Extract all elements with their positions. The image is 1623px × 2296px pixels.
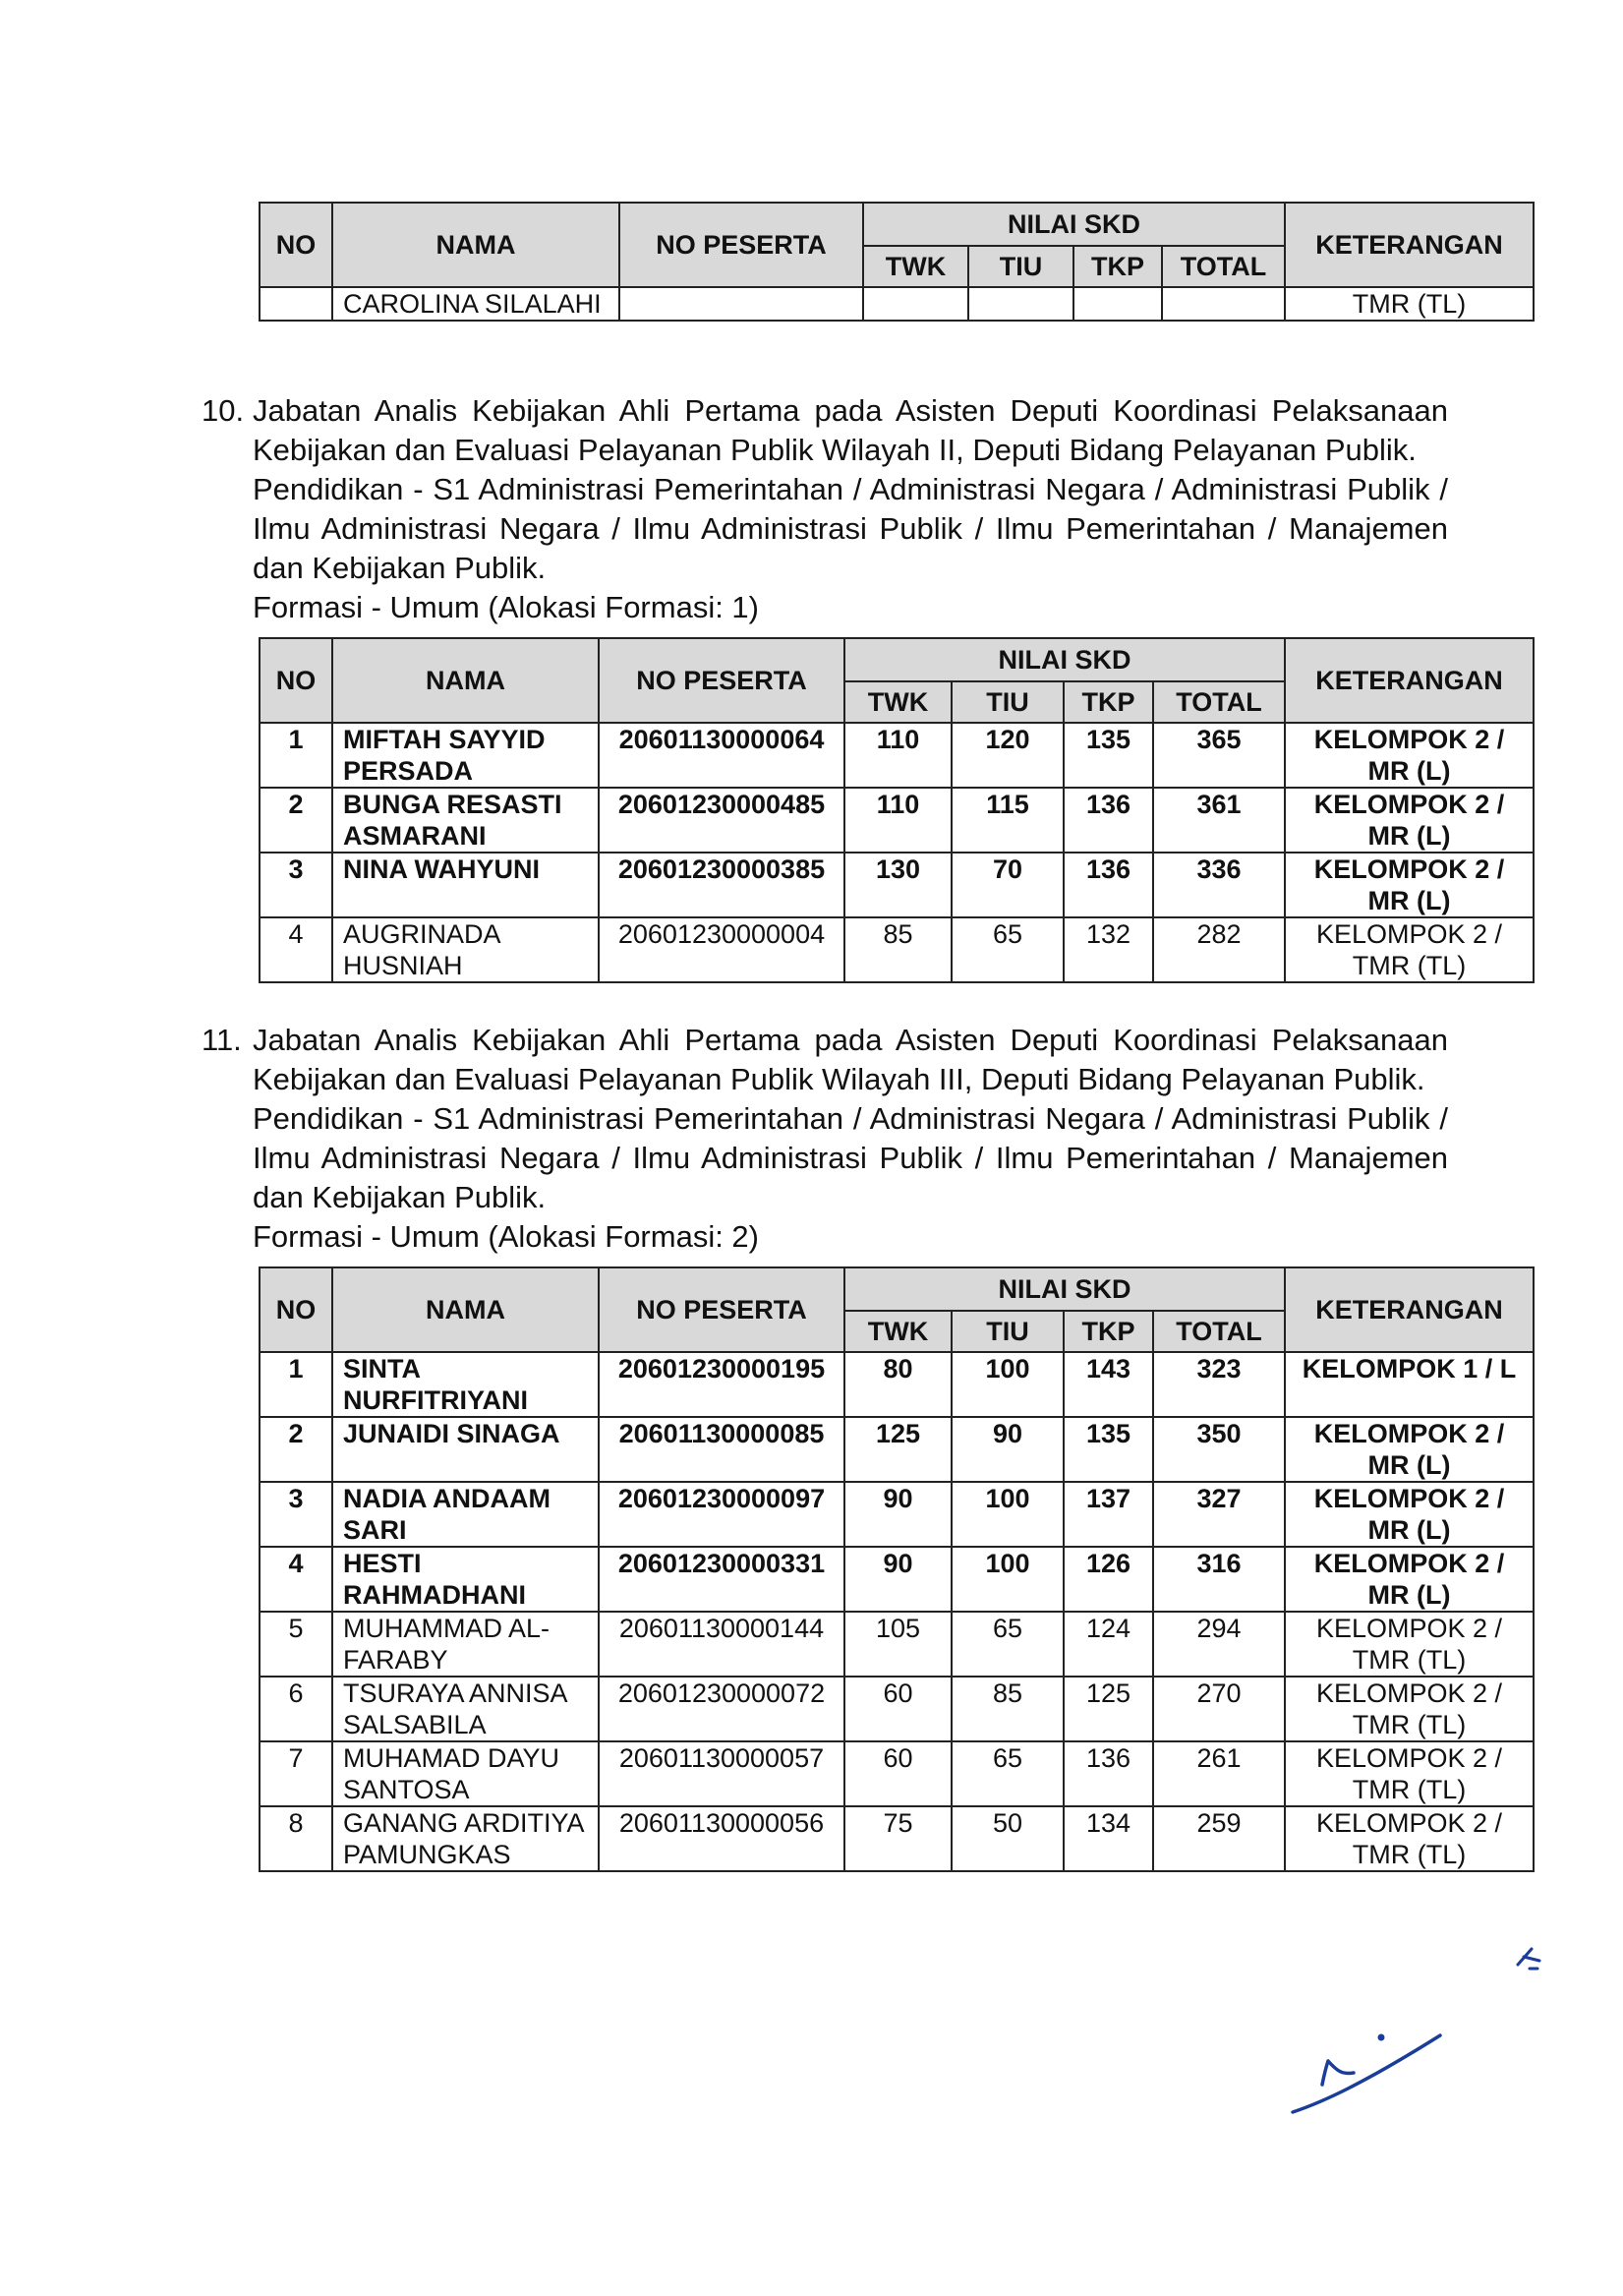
cell-keterangan: KELOMPOK 2 / TMR (TL)	[1285, 1677, 1534, 1741]
cell-tkp: 134	[1064, 1806, 1153, 1871]
cell-keterangan: KELOMPOK 2 / MR (L)	[1285, 1417, 1534, 1482]
cell-peserta: 20601130000085	[599, 1417, 844, 1482]
header-twk: TWK	[863, 246, 968, 287]
pendidikan-text: Pendidikan - S1 Administrasi Pemerintahan / Administrasi Negara / Administrasi Publik / Ilmu Administrasi Negara / Ilmu Administrasi Publik / Ilmu Pemerintahan / Manajemen dan Kebijakan Publik.	[253, 1101, 1448, 1214]
cell-peserta: 20601230000485	[599, 788, 844, 853]
cell-nama: BUNGA RESASTI ASMARANI	[332, 788, 599, 853]
cell-total: 259	[1153, 1806, 1285, 1871]
formasi-text: Formasi - Umum (Alokasi Formasi: 2)	[253, 1219, 759, 1254]
cell-tkp: 135	[1064, 723, 1153, 788]
cell-nama: GANANG ARDITIYA PAMUNGKAS	[332, 1806, 599, 1871]
cell-tiu: 70	[952, 853, 1064, 917]
cell-total: 361	[1153, 788, 1285, 853]
header-no-peserta: NO PESERTA	[599, 1267, 844, 1352]
cell-tkp: 132	[1064, 917, 1153, 982]
cell-total: 323	[1153, 1352, 1285, 1417]
cell-total	[1162, 287, 1285, 321]
cell-no: 8	[260, 1806, 332, 1871]
cell-tiu: 90	[952, 1417, 1064, 1482]
cell-tkp: 137	[1064, 1482, 1153, 1547]
table-row	[260, 1547, 1534, 1612]
cell-keterangan: KELOMPOK 2 / TMR (TL)	[1285, 1806, 1534, 1871]
header-no: NO	[260, 1267, 332, 1352]
paraf-mark	[1512, 1939, 1551, 1978]
formasi-text: Formasi - Umum (Alokasi Formasi: 1)	[253, 590, 759, 624]
table-row	[260, 1677, 1534, 1741]
cell-no: 3	[260, 1482, 332, 1547]
cell-tiu: 120	[952, 723, 1064, 788]
table-row	[260, 1352, 1534, 1417]
header-nama: NAMA	[332, 203, 619, 287]
cell-keterangan: KELOMPOK 2 / MR (L)	[1285, 1547, 1534, 1612]
cell-tiu: 65	[952, 1612, 1064, 1677]
table-row	[260, 788, 1534, 853]
cell-tiu: 115	[952, 788, 1064, 853]
cell-total: 327	[1153, 1482, 1285, 1547]
cell-twk: 90	[844, 1547, 952, 1612]
cell-peserta: 20601130000144	[599, 1612, 844, 1677]
cell-twk	[863, 287, 968, 321]
table-section-10	[259, 637, 1535, 983]
table-row	[260, 1417, 1534, 1482]
header-nama: NAMA	[332, 638, 599, 723]
cell-total: 282	[1153, 917, 1285, 982]
cell-tiu: 50	[952, 1806, 1064, 1871]
cell-twk: 60	[844, 1741, 952, 1806]
cell-no: 1	[260, 1352, 332, 1417]
cell-tiu: 100	[952, 1482, 1064, 1547]
header-no: NO	[260, 203, 332, 287]
cell-nama: CAROLINA SILALAHI	[332, 287, 619, 321]
cell-twk: 125	[844, 1417, 952, 1482]
table-row	[260, 917, 1534, 982]
cell-twk: 110	[844, 788, 952, 853]
header-nama: NAMA	[332, 1267, 599, 1352]
header-nilai-skd: NILAI SKD	[844, 638, 1285, 681]
cell-tiu: 65	[952, 917, 1064, 982]
cell-tkp: 136	[1064, 853, 1153, 917]
table-row	[260, 1741, 1534, 1806]
header-no-peserta: NO PESERTA	[619, 203, 863, 287]
header-no-peserta: NO PESERTA	[599, 638, 844, 723]
section-number: 10.	[202, 393, 245, 428]
cell-keterangan: KELOMPOK 2 / MR (L)	[1285, 853, 1534, 917]
header-twk: TWK	[844, 1311, 952, 1352]
cell-total: 336	[1153, 853, 1285, 917]
cell-twk: 80	[844, 1352, 952, 1417]
cell-nama: MIFTAH SAYYID PERSADA	[332, 723, 599, 788]
cell-peserta: 20601230000097	[599, 1482, 844, 1547]
cell-keterangan: KELOMPOK 2 / TMR (TL)	[1285, 917, 1534, 982]
cell-peserta: 20601230000004	[599, 917, 844, 982]
cell-keterangan: TMR (TL)	[1285, 287, 1534, 321]
header-twk: TWK	[844, 681, 952, 723]
table-carolina	[259, 202, 1535, 322]
cell-peserta: 20601130000057	[599, 1741, 844, 1806]
cell-peserta	[619, 287, 863, 321]
cell-no: 4	[260, 917, 332, 982]
cell-tiu: 100	[952, 1547, 1064, 1612]
cell-no: 7	[260, 1741, 332, 1806]
cell-nama: NADIA ANDAAM SARI	[332, 1482, 599, 1547]
table-row	[260, 1612, 1534, 1677]
header-keterangan: KETERANGAN	[1285, 638, 1534, 723]
cell-no: 3	[260, 853, 332, 917]
cell-tkp: 136	[1064, 1741, 1153, 1806]
cell-nama: TSURAYA ANNISA SALSABILA	[332, 1677, 599, 1741]
cell-no: 2	[260, 1417, 332, 1482]
cell-keterangan: KELOMPOK 2 / MR (L)	[1285, 1482, 1534, 1547]
header-tiu: TIU	[968, 246, 1073, 287]
cell-nama: AUGRINADA HUSNIAH	[332, 917, 599, 982]
section-number: 11.	[202, 1023, 242, 1057]
cell-peserta: 20601230000195	[599, 1352, 844, 1417]
cell-total: 350	[1153, 1417, 1285, 1482]
cell-peserta: 20601230000072	[599, 1677, 844, 1741]
cell-no: 4	[260, 1547, 332, 1612]
pendidikan-text: Pendidikan - S1 Administrasi Pemerintahan / Administrasi Negara / Administrasi Publik / Ilmu Administrasi Negara / Ilmu Administrasi Publik / Ilmu Pemerintahan / Manajemen dan Kebijakan Publik.	[253, 472, 1448, 585]
header-nilai-skd: NILAI SKD	[844, 1267, 1285, 1311]
signature-mark	[1283, 2016, 1450, 2124]
cell-total: 261	[1153, 1741, 1285, 1806]
cell-no: 5	[260, 1612, 332, 1677]
cell-twk: 130	[844, 853, 952, 917]
header-no: NO	[260, 638, 332, 723]
cell-twk: 105	[844, 1612, 952, 1677]
header-tkp: TKP	[1064, 1311, 1153, 1352]
header-total: TOTAL	[1153, 681, 1285, 723]
table-row	[260, 1482, 1534, 1547]
cell-no: 6	[260, 1677, 332, 1741]
cell-nama: NINA WAHYUNI	[332, 853, 599, 917]
cell-total: 294	[1153, 1612, 1285, 1677]
cell-tkp: 125	[1064, 1677, 1153, 1741]
cell-total: 316	[1153, 1547, 1285, 1612]
jabatan-text: Jabatan Analis Kebijakan Ahli Pertama pada Asisten Deputi Koordinasi Pelaksanaan Kebijakan dan Evaluasi Pelayanan Publik Wilayah III, Deputi Bidang Pelayanan Publik.	[253, 1023, 1448, 1096]
header-keterangan: KETERANGAN	[1285, 203, 1534, 287]
table-row	[260, 723, 1534, 788]
cell-peserta: 20601230000331	[599, 1547, 844, 1612]
cell-no	[260, 287, 332, 321]
cell-twk: 60	[844, 1677, 952, 1741]
section-10	[202, 391, 1448, 627]
cell-keterangan: KELOMPOK 2 / MR (L)	[1285, 788, 1534, 853]
table-row	[260, 853, 1534, 917]
cell-nama: HESTI RAHMADHANI	[332, 1547, 599, 1612]
table-row	[260, 1806, 1534, 1871]
cell-total: 270	[1153, 1677, 1285, 1741]
cell-tiu: 85	[952, 1677, 1064, 1741]
cell-keterangan: KELOMPOK 2 / TMR (TL)	[1285, 1612, 1534, 1677]
cell-tkp: 135	[1064, 1417, 1153, 1482]
cell-tkp: 126	[1064, 1547, 1153, 1612]
cell-tkp	[1073, 287, 1162, 321]
cell-no: 1	[260, 723, 332, 788]
cell-nama: SINTA NURFITRIYANI	[332, 1352, 599, 1417]
table-section-11	[259, 1266, 1535, 1872]
header-keterangan: KETERANGAN	[1285, 1267, 1534, 1352]
cell-peserta: 20601130000064	[599, 723, 844, 788]
cell-twk: 110	[844, 723, 952, 788]
header-tkp: TKP	[1064, 681, 1153, 723]
cell-twk: 90	[844, 1482, 952, 1547]
cell-twk: 85	[844, 917, 952, 982]
cell-total: 365	[1153, 723, 1285, 788]
cell-nama: MUHAMMAD AL-FARABY	[332, 1612, 599, 1677]
header-total: TOTAL	[1153, 1311, 1285, 1352]
cell-keterangan: KELOMPOK 1 / L	[1285, 1352, 1534, 1417]
cell-tiu: 100	[952, 1352, 1064, 1417]
cell-keterangan: KELOMPOK 2 / MR (L)	[1285, 723, 1534, 788]
cell-no: 2	[260, 788, 332, 853]
section-11	[202, 1021, 1448, 1257]
cell-nama: MUHAMAD DAYU SANTOSA	[332, 1741, 599, 1806]
cell-peserta: 20601230000385	[599, 853, 844, 917]
cell-tiu: 65	[952, 1741, 1064, 1806]
header-tkp: TKP	[1073, 246, 1162, 287]
cell-twk: 75	[844, 1806, 952, 1871]
cell-tiu	[968, 287, 1073, 321]
cell-tkp: 124	[1064, 1612, 1153, 1677]
header-total: TOTAL	[1162, 246, 1285, 287]
cell-tkp: 136	[1064, 788, 1153, 853]
cell-keterangan: KELOMPOK 2 / TMR (TL)	[1285, 1741, 1534, 1806]
header-nilai-skd: NILAI SKD	[863, 203, 1285, 246]
header-tiu: TIU	[952, 1311, 1064, 1352]
table-row	[260, 287, 1534, 321]
jabatan-text: Jabatan Analis Kebijakan Ahli Pertama pada Asisten Deputi Koordinasi Pelaksanaan Kebijakan dan Evaluasi Pelayanan Publik Wilayah II, Deputi Bidang Pelayanan Publik.	[253, 393, 1448, 467]
cell-nama: JUNAIDI SINAGA	[332, 1417, 599, 1482]
cell-peserta: 20601130000056	[599, 1806, 844, 1871]
cell-tkp: 143	[1064, 1352, 1153, 1417]
header-tiu: TIU	[952, 681, 1064, 723]
